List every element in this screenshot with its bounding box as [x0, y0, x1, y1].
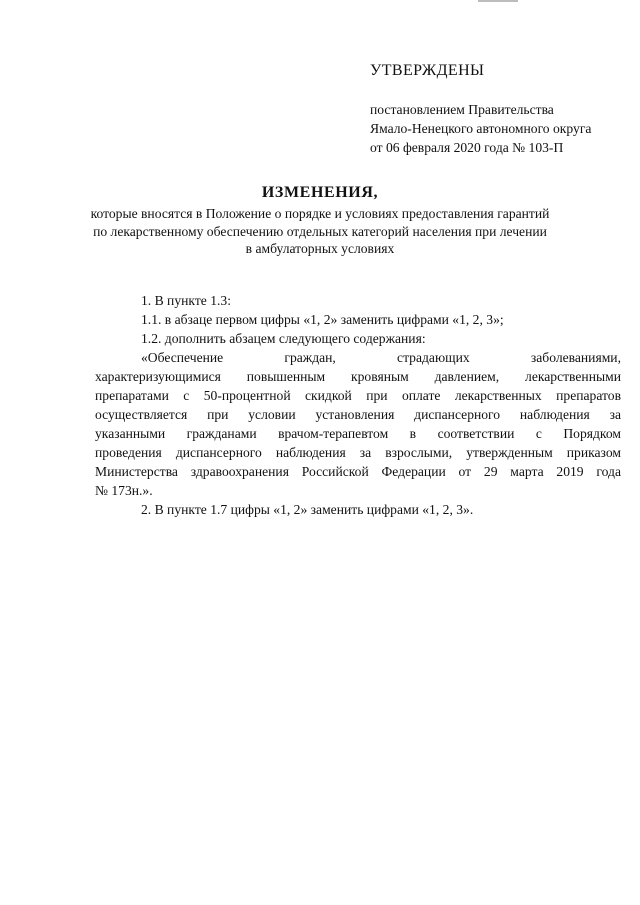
item-1: 1. В пункте 1.3:: [141, 293, 231, 308]
item-2: 2. В пункте 1.7 цифры «1, 2» заменить цифрами «1, 2, 3».: [141, 502, 474, 517]
quote-line: «Обеспечение граждан, страдающих заболеваниями,: [141, 350, 621, 365]
document-subtitle: [0, 205, 640, 258]
approval-line: постановлением Правительства: [370, 102, 554, 117]
quote-line: указанными гражданами врачом-терапевтом в соответствии с Порядком: [95, 426, 621, 441]
quote-line: № 173н.».: [95, 483, 153, 498]
quote-line: осуществляется при условии установления диспансерного наблюдения за: [95, 407, 621, 422]
subtitle-line: по лекарственному обеспечению отдельных категорий населения при лечении: [93, 223, 547, 239]
approval-block: [370, 100, 591, 157]
item-1-1: 1.1. в абзаце первом цифры «1, 2» заменить цифрами «1, 2, 3»;: [141, 312, 504, 327]
approval-line: Ямало-Ненецкого автономного округа: [370, 121, 592, 136]
item-1-2: 1.2. дополнить абзацем следующего содержания:: [141, 331, 426, 346]
quoted-paragraph: [95, 348, 621, 500]
approval-heading: УТВЕРЖДЕНЫ: [370, 62, 485, 79]
approval-line: от 06 февраля 2020 года № 103-П: [370, 140, 564, 155]
quote-line: Министерства здравоохранения Российской Федерации от 29 марта 2019 года: [95, 464, 621, 479]
quote-line: характеризующимися повышенным кровяным давлением, лекарственными: [95, 369, 621, 384]
subtitle-line: которые вносятся в Положение о порядке и условиях предоставления гарантий: [90, 206, 550, 221]
scan-artifact: [478, 0, 518, 2]
quote-line: препаратами с 50-процентной скидкой при оплате лекарственных препаратов: [95, 388, 621, 403]
subtitle-line: в амбулаторных условиях: [245, 241, 395, 256]
quote-line: проведения диспансерного наблюдения за взрослыми, утвержденным приказом: [95, 445, 621, 460]
document-body: [95, 291, 621, 519]
document-title: ИЗМЕНЕНИЯ,: [261, 184, 379, 201]
